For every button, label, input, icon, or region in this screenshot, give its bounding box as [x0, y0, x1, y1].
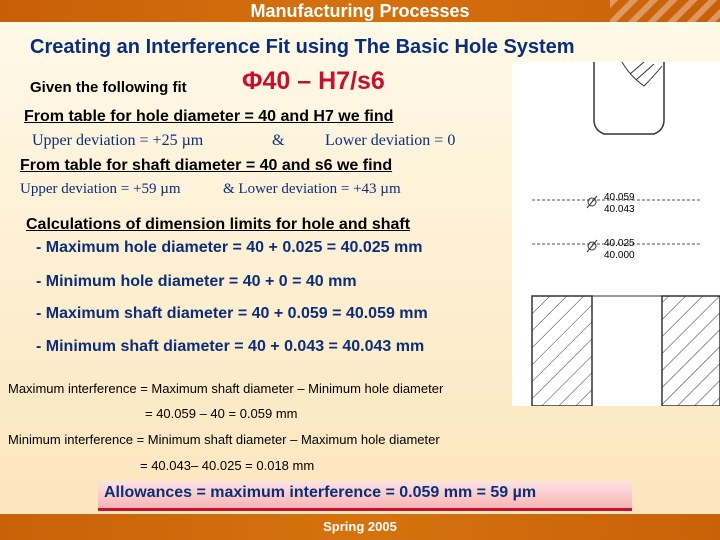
allowance-box	[98, 481, 632, 511]
shaft-table-line: From table for shaft diameter = 40 and s6 we find	[20, 157, 393, 174]
calc-max-hole: - Maximum hole diameter = 40 + 0.025 = 40.025 mm	[36, 239, 423, 256]
shaft-dimension	[532, 192, 702, 215]
shaft-outline	[594, 62, 664, 134]
hole-table-line: From table for hole diameter = 40 and H7 we find	[24, 108, 394, 125]
shaft-dim-upper: 40.059	[604, 192, 635, 203]
calc-title: Calculations of dimension limits for hole and shaft	[26, 216, 411, 233]
max-interference-def: Maximum interference = Maximum shaft diameter – Minimum hole diameter	[8, 381, 444, 396]
hole-lower-deviation: Lower deviation = 0	[325, 132, 456, 149]
calc-min-shaft: - Minimum shaft diameter = 40 + 0.043 = 40.043 mm	[36, 338, 425, 355]
fit-drawing	[512, 62, 720, 406]
slide-heading: Creating an Interference Fit using The Basic Hole System	[30, 36, 575, 58]
slide-header-title: Manufacturing Processes	[250, 1, 470, 21]
header-bar	[0, 0, 720, 22]
shaft-dim-lower: 40.043	[604, 204, 635, 215]
fit-drawing-svg	[512, 62, 720, 406]
fit-designation: Φ40 – H7/s6	[242, 67, 385, 95]
hole-upper-deviation: Upper deviation = +25 µm	[32, 132, 204, 149]
hole-section	[532, 296, 720, 406]
min-interference-def: Minimum interference = Minimum shaft diameter – Maximum hole diameter	[8, 432, 440, 447]
calc-max-shaft: - Maximum shaft diameter = 40 + 0.059 = 40.059 mm	[36, 305, 428, 322]
allowance-text: Allowances = maximum interference = 0.059 mm = 59 µm	[104, 484, 537, 501]
footer-bar	[0, 514, 720, 540]
min-interference-value: = 40.043– 40.025 = 0.018 mm	[140, 458, 315, 473]
shaft-upper-deviation: Upper deviation = +59 µm	[20, 181, 181, 197]
footer-text: Spring 2005	[323, 519, 397, 534]
hole-dim-upper: 40.025	[604, 238, 635, 249]
hole-dim-lower: 40.000	[604, 250, 635, 261]
shaft-lower-deviation: & Lower deviation = +43 µm	[223, 181, 401, 197]
calc-min-hole: - Minimum hole diameter = 40 + 0 = 40 mm	[36, 273, 357, 290]
given-label: Given the following fit	[30, 79, 187, 96]
max-interference-value: = 40.059 – 40 = 0.059 mm	[145, 406, 298, 421]
hole-dimension	[532, 238, 702, 261]
hole-ampersand: &	[272, 132, 285, 149]
